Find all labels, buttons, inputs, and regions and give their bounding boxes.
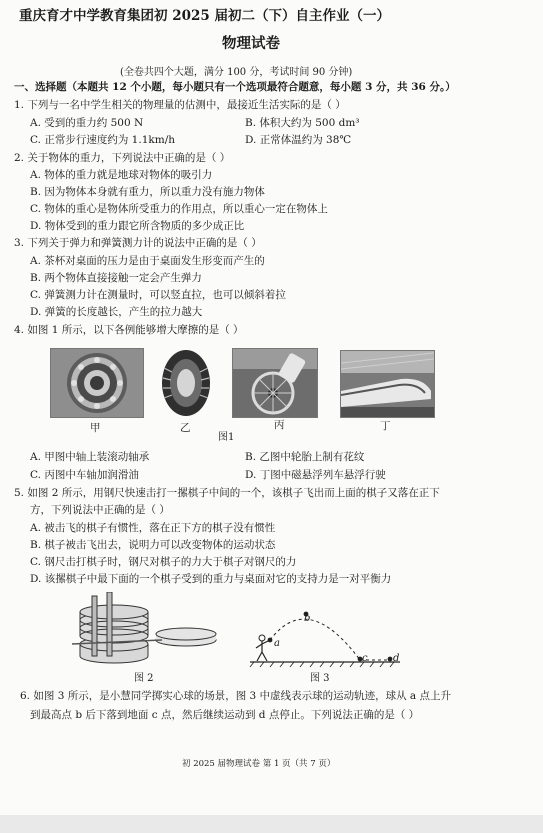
q2-option-d: D. 物体受到的重力跟它所含物质的多少成正比 bbox=[30, 220, 245, 232]
question-6-stem: 6. 如图 3 所示，是小慧同学掷实心球的场景，图 3 中虚线表示球的运动轨迹，球从 a 点上升 bbox=[20, 690, 452, 702]
q5-option-d: D. 该摞棋子中最下面的一个棋子受到的重力与桌面对它的支持力是一对平衡力 bbox=[30, 573, 392, 585]
question-6-stem-continued: 到最高点 b 后下落到地面 c 点，然后继续运动到 d 点停止。下列说法正确的是（ ） bbox=[30, 709, 420, 721]
q1-option-c: C. 正常步行速度约为 1.1km/h bbox=[30, 134, 175, 146]
figure1-tire-photo bbox=[160, 348, 212, 418]
figure3-point-a: a bbox=[274, 638, 280, 649]
figure1-maglev-train-photo bbox=[340, 350, 435, 418]
q5-option-b: B. 棋子被击飞出去，说明力可以改变物体的运动状态 bbox=[30, 539, 276, 551]
question-4-stem: 4. 如图 1 所示，以下各例能够增大摩擦的是（ ） bbox=[14, 324, 244, 336]
q3-option-a: A. 茶杯对桌面的压力是由于桌面发生形变而产生的 bbox=[30, 255, 265, 267]
q4-option-b: B. 乙图中轮胎上制有花纹 bbox=[245, 451, 365, 463]
figure1-bearing-photo bbox=[50, 348, 144, 418]
exam-note: (全卷共四个大题，满分 100 分，考试时间 90 分钟) bbox=[120, 67, 353, 78]
q4-option-c: C. 丙图中车轴加润滑油 bbox=[30, 469, 139, 481]
figure1-caption: 图1 bbox=[218, 432, 235, 443]
figure2-chess-stack-illustration bbox=[62, 592, 220, 668]
figure1-bicycle-oil-photo bbox=[232, 348, 318, 418]
q3-option-c: C. 弹簧测力计在测量时，可以竖直拉，也可以倾斜着拉 bbox=[30, 289, 286, 301]
question-5-stem-continued: 方，下列说法中正确的是（ ） bbox=[30, 504, 170, 516]
figure3-point-b: b bbox=[304, 613, 311, 624]
question-2-stem: 2. 关于物体的重力，下列说法中正确的是（ ） bbox=[14, 152, 231, 164]
q2-option-a: A. 物体的重力就是地球对物体的吸引力 bbox=[30, 169, 213, 181]
section-heading: 一、选择题（本题共 12 个小题，每小题只有一个选项最符合题意，每小题 3 分，共 36 分。） bbox=[14, 81, 456, 93]
figure1-label-bing: 丙 bbox=[274, 419, 285, 431]
figure3-point-d: d bbox=[393, 653, 400, 664]
q1-option-d: D. 正常体温约为 38℃ bbox=[245, 134, 352, 146]
q1-option-b: B. 体积大约为 500 dm³ bbox=[245, 117, 360, 129]
figure1-label-jia: 甲 bbox=[90, 422, 101, 434]
q2-option-b: B. 因为物体本身就有重力，所以重力没有施力物体 bbox=[30, 186, 265, 198]
q3-option-b: B. 两个物体直接接触一定会产生弹力 bbox=[30, 272, 202, 284]
exam-subject: 物理试卷 bbox=[222, 35, 280, 52]
question-5-stem: 5. 如图 2 所示，用钢尺快速击打一摞棋子中间的一个，该棋子飞出而上面的棋子又落在正下 bbox=[14, 487, 440, 499]
figure3-trajectory-illustration bbox=[248, 598, 406, 668]
question-3-stem: 3. 下列关于弹力和弹簧测力计的说法中正确的是（ ） bbox=[14, 237, 262, 249]
exam-title: 重庆育才中学教育集团初 2025 届初二（下）自主作业（一） bbox=[19, 8, 390, 24]
q5-option-c: C. 钢尺击打棋子时，钢尺对棋子的力大于棋子对钢尺的力 bbox=[30, 556, 297, 568]
figure3-point-c: c bbox=[362, 653, 368, 664]
q3-option-d: D. 弹簧的长度越长，产生的拉力越大 bbox=[30, 306, 203, 318]
figure1-label-ding: 丁 bbox=[380, 420, 391, 432]
q4-option-a: A. 甲图中轴上装滚动轴承 bbox=[30, 451, 150, 463]
figure2-caption: 图 2 bbox=[134, 673, 154, 684]
q1-option-a: A. 受到的重力约 500 N bbox=[30, 117, 144, 129]
page-footer: 初 2025 届物理试卷 第 1 页（共 7 页） bbox=[182, 759, 336, 769]
figure1-label-yi: 乙 bbox=[180, 422, 191, 434]
q2-option-c: C. 物体的重心是物体所受重力的作用点，所以重心一定在物体上 bbox=[30, 203, 328, 215]
q4-option-d: D. 丁图中磁悬浮列车悬浮行驶 bbox=[245, 469, 386, 481]
question-1-stem: 1. 下列与一名中学生相关的物理量的估测中，最接近生活实际的是（ ） bbox=[14, 99, 346, 111]
figure3-caption: 图 3 bbox=[310, 673, 330, 684]
q5-option-a: A. 被击飞的棋子有惯性，落在正下方的棋子没有惯性 bbox=[30, 522, 276, 534]
